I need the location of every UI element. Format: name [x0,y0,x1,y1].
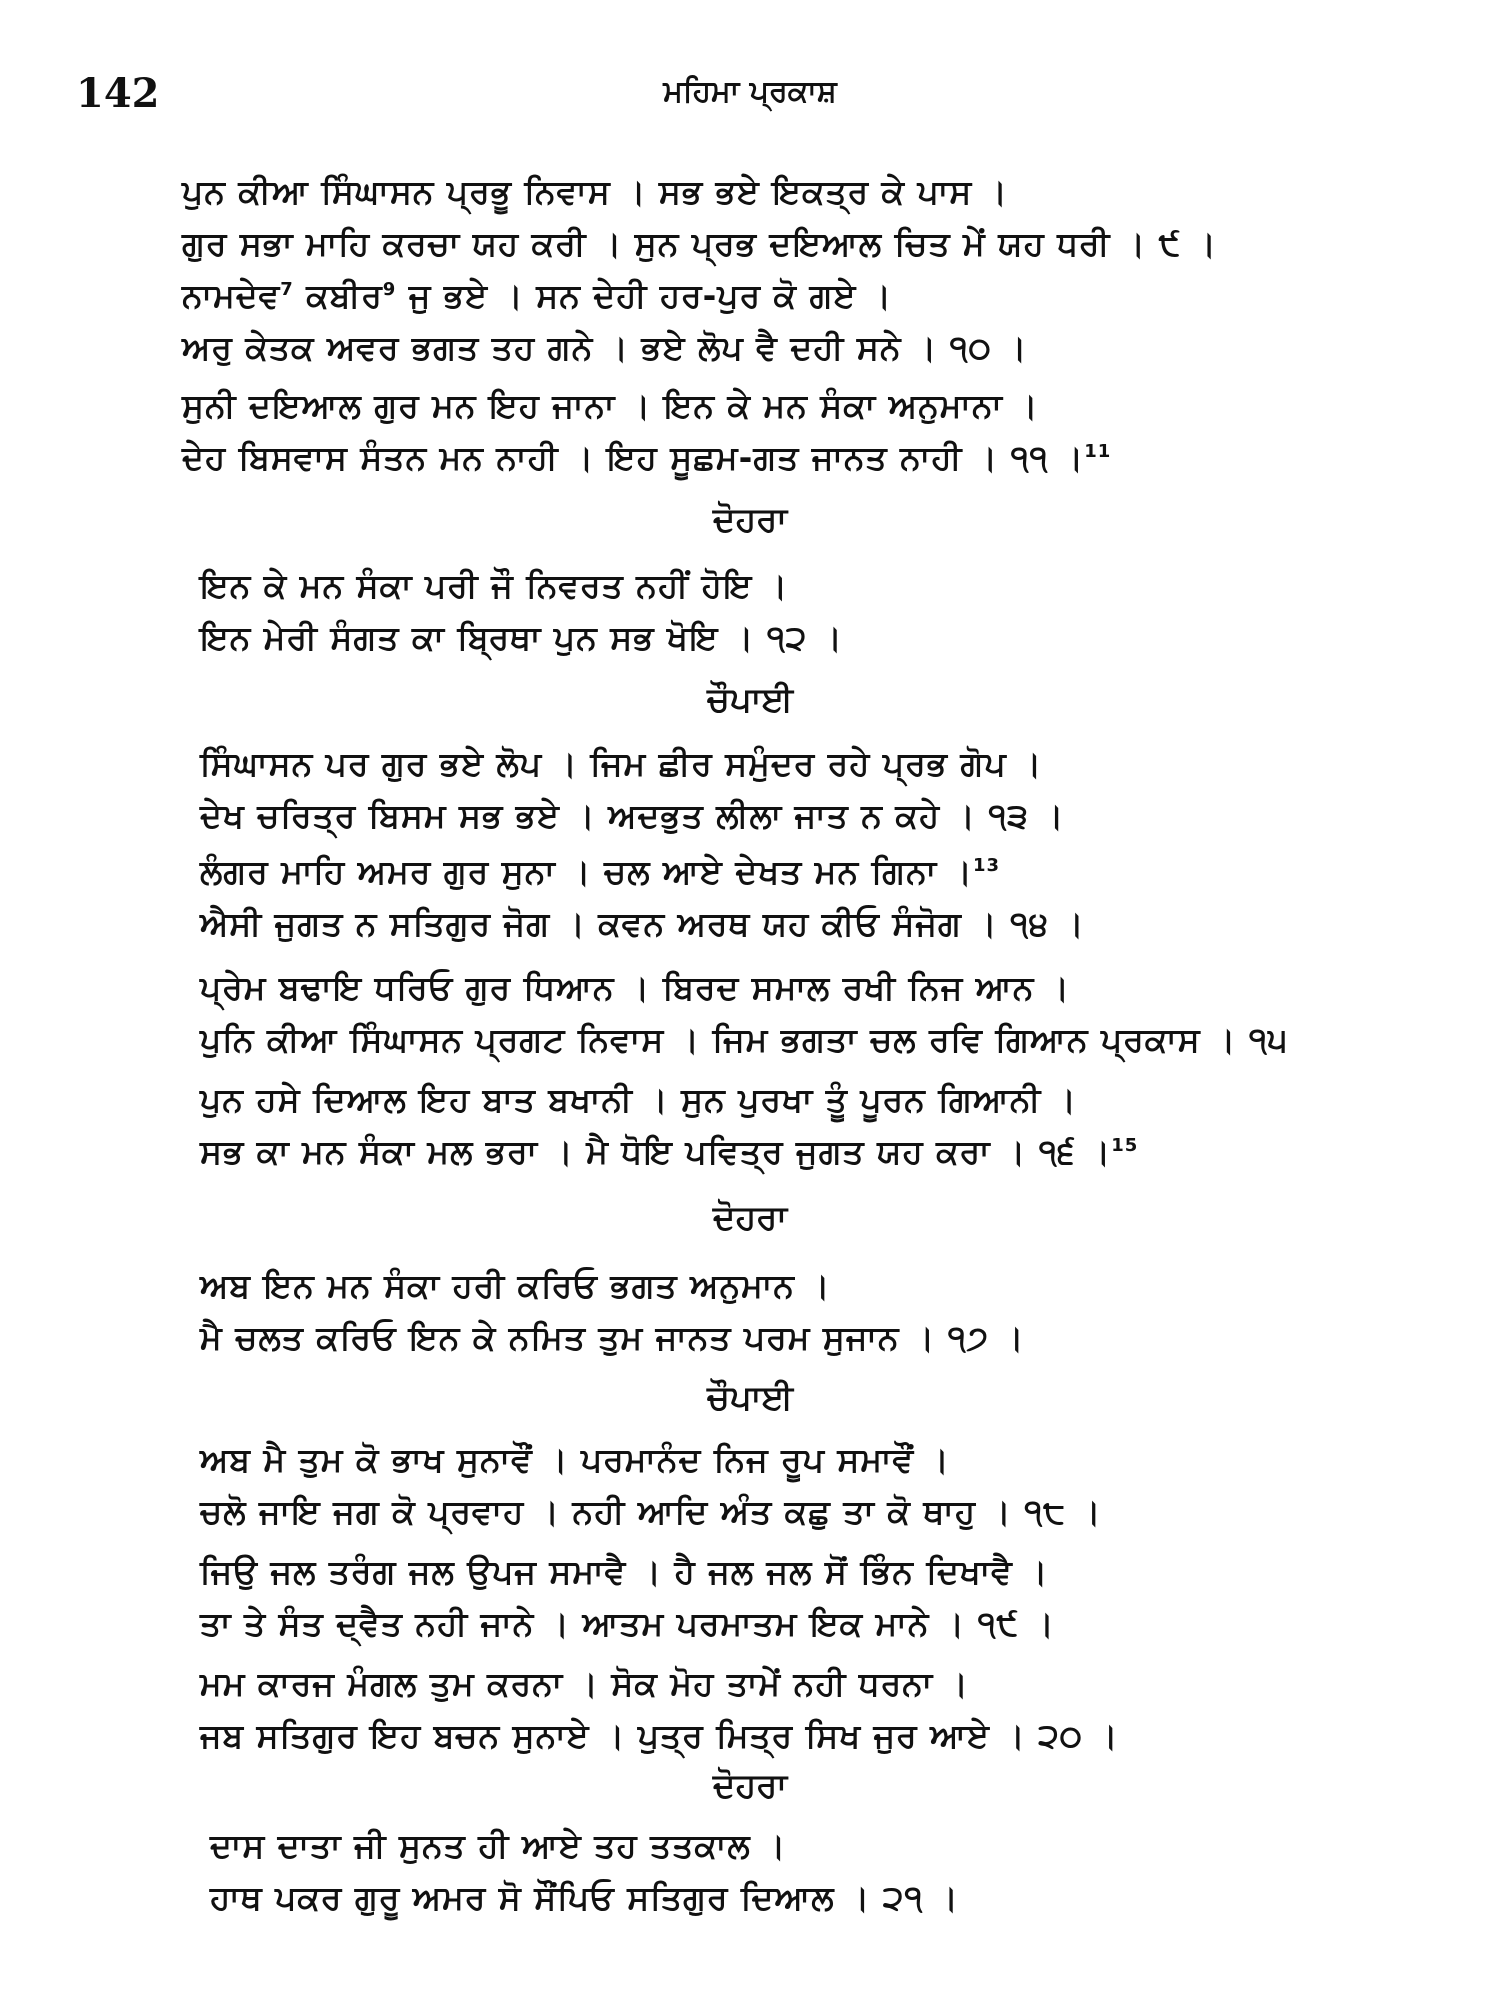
verse-text: ਸਭ ਕਾ ਮਨ ਸੰਕਾ ਮਲ ਭਰਾ । ਮੈ ਧੋਇ ਪਵਿਤ੍ਰ ਜੁਗਤ ਯਹ ਕਰਾ । ੧੬ । [200,1132,1112,1171]
verse-line [182,438,1111,478]
verse-line: ਸੁਨੀ ਦਇਆਲ ਗੁਰ ਮਨ ਇਹ ਜਾਨਾ । ਇਨ ਕੇ ਮਨ ਸੰਕਾ ਅਨੁਮਾਨਾ । [182,386,1039,425]
verse-line: ਦੇਖ ਚਰਿਤ੍ਰ ਬਿਸਮ ਸਭ ਭਏ । ਅਦਭੁਤ ਲੀਲਾ ਜਾਤ ਨ ਕਹੇ । ੧੩ । [200,796,1065,835]
verse-line: ਮੈ ਚਲਤ ਕਰਿਓ ਇਨ ਕੇ ਨਮਿਤ ਤੁਮ ਜਾਨਤ ਪਰਮ ਸੁਜਾਨ । ੧੭ । [200,1318,1025,1357]
verse-line: ਦਾਸ ਦਾਤਾ ਜੀ ਸੁਨਤ ਹੀ ਆਏ ਤਹ ਤਤਕਾਲ । [210,1826,787,1865]
verse-line: ਪੁਨਿ ਕੀਆ ਸਿੰਘਾਸਨ ਪ੍ਰਗਟ ਨਿਵਾਸ । ਜਿਮ ਭਗਤਾ ਚਲ ਰਵਿ ਗਿਆਨ ਪ੍ਰਕਾਸ । ੧੫ [200,1020,1289,1059]
footnote-marker: 15 [1111,1135,1139,1156]
verse-line: ਜਿਉ ਜਲ ਤਰੰਗ ਜਲ ਉਪਜ ਸਮਾਵੈ । ਹੈ ਜਲ ਜਲ ਸੋਂ ਭਿੰਨ ਦਿਖਾਵੈ । [200,1552,1049,1591]
verse-text: ਜੁ ਭਏ । ਸਨ ਦੇਹੀ ਹਰ-ਪੁਰ ਕੋ ਗਏ । [396,276,893,315]
verse-line: ਇਨ ਕੇ ਮਨ ਸੰਕਾ ਪਰੀ ਜੌ ਨਿਵਰਤ ਨਹੀਂ ਹੋਇ । [200,566,789,605]
section-heading-dohra: ਦੋਹਰਾ [712,1766,788,1806]
footnote-marker: 7 [280,279,294,300]
verse-line: ਚਲੋ ਜਾਇ ਜਗ ਕੋ ਪ੍ਰਵਾਹ । ਨਹੀ ਆਦਿ ਅੰਤ ਕਛੁ ਤਾ ਕੋ ਥਾਹੁ । ੧੮ । [200,1492,1102,1531]
verse-line [182,276,892,316]
verse-line: ਹਾਥ ਪਕਰ ਗੁਰੂ ਅਮਰ ਸੋ ਸੌਂਪਿਓ ਸਤਿਗੁਰ ਦਿਆਲ । ੨੧ । [210,1878,960,1917]
verse-text: ਲੰਗਰ ਮਾਹਿ ਅਮਰ ਗੁਰ ਸੁਨਾ । ਚਲ ਆਏ ਦੇਖਤ ਮਨ ਗਿਨਾ । [200,852,973,891]
verse-text: ਦੇਹ ਬਿਸਵਾਸ ਸੰਤਨ ਮਨ ਨਾਹੀ । ਇਹ ਸੂਛਮ-ਗਤ ਜਾਨਤ ਨਾਹੀ । ੧੧ । [182,438,1085,477]
verse-line: ਮਮ ਕਾਰਜ ਮੰਗਲ ਤੁਮ ਕਰਨਾ । ਸੋਕ ਮੋਹ ਤਾਮੇਂ ਨਹੀ ਧਰਨਾ । [200,1664,969,1703]
verse-text: ਕਬੀਰ [293,276,383,315]
footnote-marker: 9 [382,279,397,300]
verse-line: ਜਬ ਸਤਿਗੁਰ ਇਹ ਬਚਨ ਸੁਨਾਏ । ਪੁਤ੍ਰ ਮਿਤ੍ਰ ਸਿਖ ਜੁਰ ਆਏ । ੨੦ । [200,1716,1119,1755]
running-title: ਮਹਿਮਾ ਪ੍ਰਕਾਸ਼ [663,74,837,109]
verse-text: ਨਾਮਦੇਵ [182,276,281,315]
verse-line: ਪੁਨ ਕੀਆ ਸਿੰਘਾਸਨ ਪ੍ਰਭੂ ਨਿਵਾਸ । ਸਭ ਭਏ ਇਕਤ੍ਰ ਕੇ ਪਾਸ । [182,172,1008,211]
verse-line: ਅਬ ਮੈ ਤੁਮ ਕੋ ਭਾਖ ਸੁਨਾਵੌਂ । ਪਰਮਾਨੰਦ ਨਿਜ ਰੂਪ ਸਮਾਵੌਂ । [200,1440,950,1479]
verse-line: ਸਿੰਘਾਸਨ ਪਰ ਗੁਰ ਭਏ ਲੋਪ । ਜਿਮ ਛੀਰ ਸਮੁੰਦਰ ਰਹੇ ਪ੍ਰਭ ਗੋਪ । [200,744,1043,783]
verse-line: ਅਬ ਇਨ ਮਨ ਸੰਕਾ ਹਰੀ ਕਰਿਓ ਭਗਤ ਅਨੁਮਾਨ । [200,1266,831,1305]
section-heading-chaupai: ਚੌਪਾਈ [706,1378,794,1418]
verse-line: ਤਾ ਤੇ ਸੰਤ ਦ੍ਵੈਤ ਨਹੀ ਜਾਨੇ । ਆਤਮ ਪਰਮਾਤਮ ਇਕ ਮਾਨੇ । ੧੯ । [200,1604,1055,1643]
section-heading-dohra: ਦੋਹਰਾ [712,1198,788,1238]
footnote-marker: 13 [972,855,1001,876]
verse-line [200,1132,1138,1172]
verse-line: ਪੁਨ ਹਸੇ ਦਿਆਲ ਇਹ ਬਾਤ ਬਖਾਨੀ । ਸੁਨ ਪੁਰਖਾ ਤੂੰ ਪੂਰਨ ਗਿਆਨੀ । [200,1080,1078,1119]
verse-line: ਇਨ ਮੇਰੀ ਸੰਗਤ ਕਾ ਬ੍ਰਿਥਾ ਪੁਨ ਸਭ ਖੋਇ । ੧੨ । [200,618,843,657]
footnote-marker: 11 [1084,441,1112,462]
verse-line: ਗੁਰ ਸਭਾ ਮਾਹਿ ਕਰਚਾ ਯਹ ਕਰੀ । ਸੁਨ ਪ੍ਰਭ ਦਇਆਲ ਚਿਤ ਮੇਂ ਯਹ ਧਰੀ । ੯ । [182,224,1217,263]
verse-line: ਅਰੁ ਕੇਤਕ ਅਵਰ ਭਗਤ ਤਹ ਗਨੇ । ਭਏ ਲੋਪ ਵੈ ਦਹੀ ਸਨੇ । ੧੦ । [182,328,1028,367]
page-number: 142 [76,70,160,117]
verse-line: ਪ੍ਰੇਮ ਬਢਾਇ ਧਰਿਓ ਗੁਰ ਧਿਆਨ । ਬਿਰਦ ਸਮਾਲ ਰਖੀ ਨਿਜ ਆਨ । [200,968,1071,1007]
section-heading-chaupai: ਚੌਪਾਈ [706,680,794,720]
verse-line: ਐਸੀ ਜੁਗਤ ਨ ਸਤਿਗੁਰ ਜੋਗ । ਕਵਨ ਅਰਥ ਯਹ ਕੀਓ ਸੰਜੋਗ । ੧੪ । [200,904,1085,943]
verse-line [200,852,1000,892]
section-heading-dohra: ਦੋਹਰਾ [712,500,788,540]
